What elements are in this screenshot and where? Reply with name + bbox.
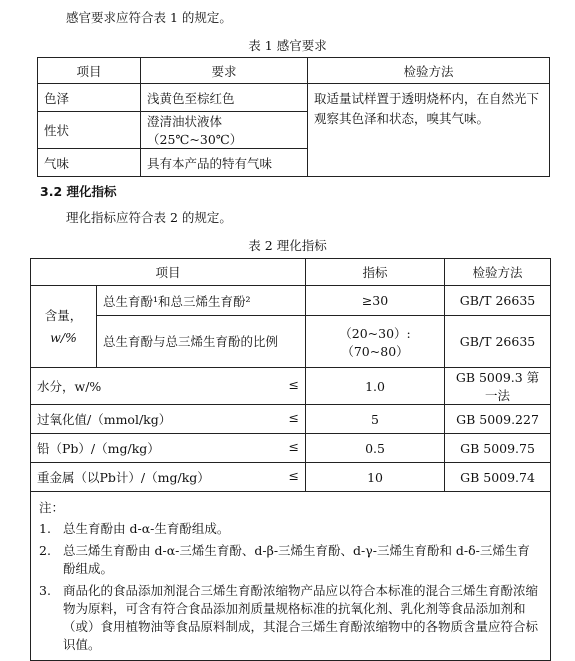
table1-requirement: 浅黄色至棕红色 <box>141 84 308 112</box>
content-label-cell <box>31 286 97 368</box>
table-row <box>38 84 550 112</box>
notes-title: 注： <box>39 500 65 515</box>
notes-cell <box>31 492 551 661</box>
table2-header-method: 检验方法 <box>445 259 551 286</box>
table2-operator: ≤ <box>288 468 300 483</box>
table2-method: GB/T 26635 <box>445 286 551 316</box>
table-row <box>31 405 551 434</box>
table1-header-item: 项目 <box>38 58 141 84</box>
note-item <box>39 542 542 578</box>
table2-value: 1.0 <box>306 368 445 405</box>
table1-caption: 表 1 感官要求 <box>248 38 327 53</box>
table2-method: GB 5009.74 <box>445 463 551 492</box>
table2-operator: ≤ <box>288 410 300 425</box>
note-text: 总生育酚由 d-α-生育酚组成。 <box>63 521 230 536</box>
table-row <box>31 463 551 492</box>
notes-row <box>31 492 551 661</box>
physicochemical-table <box>30 258 551 661</box>
table2-method: GB 5009.3 第一法 <box>445 368 551 405</box>
table2-item: 总生育酚与总三烯生育酚的比例 <box>97 316 306 368</box>
table2-value: ≥30 <box>306 286 445 316</box>
content-unit: w/% <box>50 329 77 345</box>
table-row <box>31 316 551 368</box>
section-heading: 3.2 理化指标 <box>40 184 117 199</box>
table2-method: GB 5009.75 <box>445 434 551 463</box>
note-text: 总三烯生育酚由 d-α-三烯生育酚、d-β-三烯生育酚、d-γ-三烯生育酚和 d-δ-三烯生育酚组成。 <box>63 543 530 576</box>
table2-value: 5 <box>306 405 445 434</box>
table2-header-item: 项目 <box>31 259 306 286</box>
content-label: 含量， <box>44 307 83 323</box>
table2-caption: 表 2 理化指标 <box>248 238 327 253</box>
table-row <box>31 286 551 316</box>
table-row <box>31 368 551 405</box>
table2-method: GB 5009.227 <box>445 405 551 434</box>
note-item <box>39 582 542 654</box>
sensory-table <box>37 57 550 177</box>
table2-operator: ≤ <box>288 439 300 454</box>
table2-header-value: 指标 <box>306 259 445 286</box>
note-text: 商品化的食品添加剂混合三烯生育酚浓缩物产品应以符合本标准的混合三烯生育酚浓缩物为原料，可含有符合食品添加剂质量规格标准的抗氧化剂、乳化剂等食品添加剂和（或）食用植物油等食品原料制成，其混合三烯生育酚浓缩物中的各物质含量应符合标识值。 <box>63 583 539 652</box>
note-item <box>39 520 542 538</box>
table-row <box>31 434 551 463</box>
intro-text-2: 理化指标应符合表 2 的规定。 <box>66 210 232 225</box>
table2-item: 重金属（以Pb计）/（mg/kg） <box>37 470 210 485</box>
table1-header-requirement: 要求 <box>141 58 308 84</box>
table1-requirement: 澄清油状液体（25℃~30℃） <box>141 112 308 149</box>
table1-item: 气味 <box>38 149 141 177</box>
table1-requirement: 具有本产品的特有气味 <box>141 149 308 177</box>
table2-value: （20~30）:（70~80） <box>306 316 445 368</box>
table1-method: 取适量试样置于透明烧杯内，在自然光下观察其色泽和状态，嗅其气味。 <box>308 84 550 177</box>
table2-value: 10 <box>306 463 445 492</box>
note-number: 3. <box>39 583 51 598</box>
table2-item: 铅（Pb）/（mg/kg） <box>37 441 160 456</box>
intro-text-1: 感官要求应符合表 1 的规定。 <box>66 10 232 25</box>
note-number: 2. <box>39 543 51 558</box>
table2-value: 0.5 <box>306 434 445 463</box>
note-number: 1. <box>39 521 51 536</box>
table1-item: 性状 <box>38 112 141 149</box>
table2-method: GB/T 26635 <box>445 316 551 368</box>
table2-item: 水分，w/% <box>37 379 102 394</box>
table1-item: 色泽 <box>38 84 141 112</box>
table2-item: 过氧化值/（mmol/kg） <box>37 412 172 427</box>
table2-operator: ≤ <box>288 377 300 392</box>
table1-header-method: 检验方法 <box>308 58 550 84</box>
table2-item: 总生育酚¹和总三烯生育酚² <box>97 286 306 316</box>
